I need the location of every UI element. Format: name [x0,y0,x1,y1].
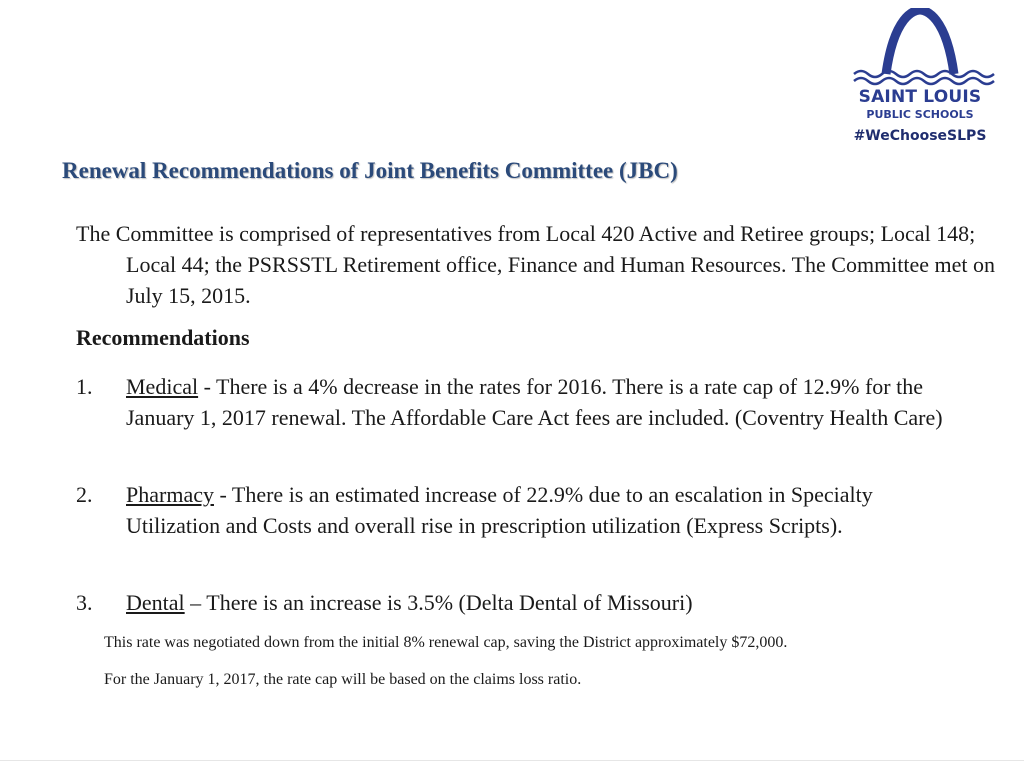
recommendation-item-medical [76,371,946,433]
page-title: Renewal Recommendations of Joint Benefits Committee (JBC) [62,158,678,183]
item-number: 2. [76,482,93,507]
dental-note-rate-cap: For the January 1, 2017, the rate cap will be based on the claims loss ratio. [104,671,582,688]
recommendations-heading: Recommendations [76,325,250,350]
logo-hashtag: #WeChooseSLPS [853,128,987,144]
item-term-medical: Medical [126,374,199,399]
dental-note-savings: This rate was negotiated down from the initial 8% renewal cap, saving the District approximately $72,000. [104,634,788,651]
item-text: - There is an estimated increase of 22.9% due to an escalation in Specialty Utilization and Costs and overall rise in prescription utilization (Express Scripts). [126,482,873,538]
recommendation-item-pharmacy [76,479,946,541]
slps-logo [840,8,1000,148]
recommendation-item-dental [76,587,946,618]
logo-text-public-schools: PUBLIC SCHOOLS [866,108,974,121]
item-text: – There is an increase is 3.5% (Delta Dental of Missouri) [184,590,693,615]
logo-text-saint-louis: SAINT LOUIS [858,87,982,107]
item-text: - There is a 4% decrease in the rates for 2016. There is a rate cap of 12.9% for the January 1, 2017 renewal. The Affordable Care Act fees are included. (Coventry Health Care) [126,374,943,430]
footer-divider [0,760,1024,761]
item-term-pharmacy: Pharmacy [126,482,214,507]
item-term-dental: Dental [126,590,185,615]
item-number: 3. [76,590,93,615]
item-number: 1. [76,374,93,399]
arch-icon [840,8,1000,90]
intro-paragraph: The Committee is comprised of representatives from Local 420 Active and Retiree groups; Local 148; Local 44; the PSRSSTL Retirement office, Finance and Human Resources. The Committee met on July 15, 2015. [76,221,996,308]
